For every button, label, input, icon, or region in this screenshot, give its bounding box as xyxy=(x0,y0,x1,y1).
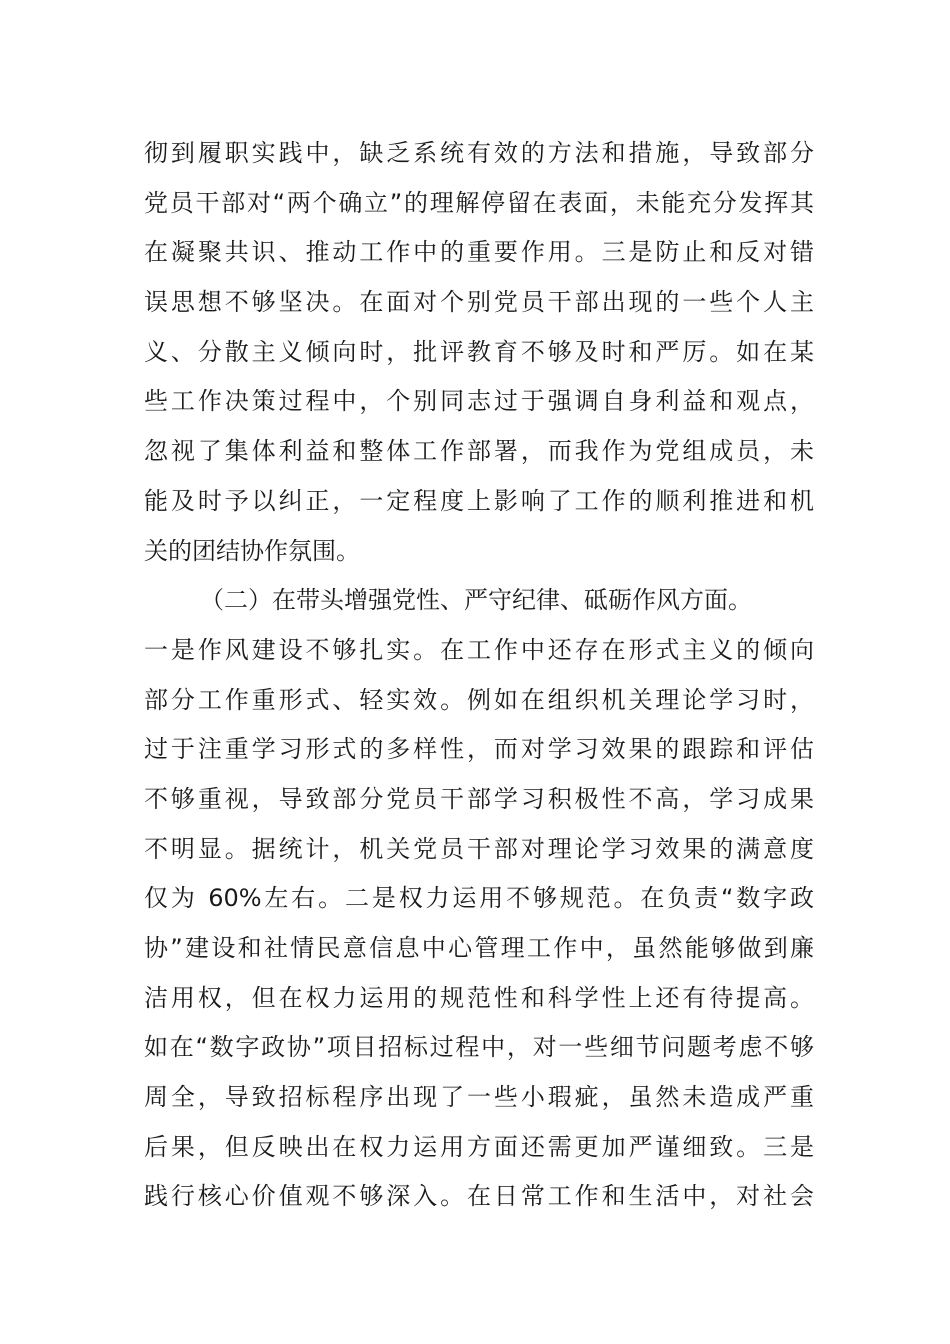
text-line: 不够重视，导致部分党员干部学习积极性不高，学习成果 xyxy=(144,784,814,813)
text-line: 忽视了集体利益和整体工作部署，而我作为党组成员，未 xyxy=(144,437,814,466)
text-line: 协”建设和社情民意信息中心管理工作中，虽然能够做到廉 xyxy=(144,934,814,962)
text-line: 党员干部对“两个确立”的理解停留在表面，未能充分发挥其 xyxy=(144,188,814,217)
text-line: 如在“数字政协”项目招标过程中，对一些细节问题考虑不够 xyxy=(144,1033,814,1062)
section-heading: （二）在带头增强党性、严守纪律、砥砺作风方面。 xyxy=(200,586,752,615)
text-line: 过于注重学习形式的多样性，而对学习效果的跟踪和评估 xyxy=(144,735,814,764)
text-line: 洁用权，但在权力运用的规范性和科学性上还有待提高。 xyxy=(144,983,814,1012)
body-text xyxy=(144,129,814,1222)
text-line: 仅为 60%左右。二是权力运用不够规范。在负责“数字政 xyxy=(144,884,814,913)
text-line: 践行核心价值观不够深入。在日常工作和生活中，对社会 xyxy=(144,1182,814,1211)
text-line: 彻到履职实践中，缺乏系统有效的方法和措施，导致部分 xyxy=(144,139,814,167)
text-line: 不明显。据统计，机关党员干部对理论学习效果的满意度 xyxy=(144,834,814,863)
text-line: 能及时予以纠正，一定程度上影响了工作的顺利推进和机 xyxy=(144,486,814,515)
text-line: 一是作风建设不够扎实。在工作中还存在形式主义的倾向 xyxy=(144,635,814,664)
text-line: 在凝聚共识、推动工作中的重要作用。三是防止和反对错 xyxy=(144,238,814,267)
text-line: 些工作决策过程中，个别同志过于强调自身利益和观点， xyxy=(144,387,814,416)
text-line: 义、分散主义倾向时，批评教育不够及时和严厉。如在某 xyxy=(144,337,814,366)
text-line: 周全，导致招标程序出现了一些小瑕疵，虽然未造成严重 xyxy=(144,1083,814,1112)
text-line: 误思想不够坚决。在面对个别党员干部出现的一些个人主 xyxy=(144,288,814,317)
text-line: 部分工作重形式、轻实效。例如在组织机关理论学习时， xyxy=(144,685,814,714)
text-line: 后果，但反映出在权力运用方面还需更加严谨细致。三是 xyxy=(144,1132,814,1161)
paragraph-end-line: 关的团结协作氛围。 xyxy=(144,536,360,565)
